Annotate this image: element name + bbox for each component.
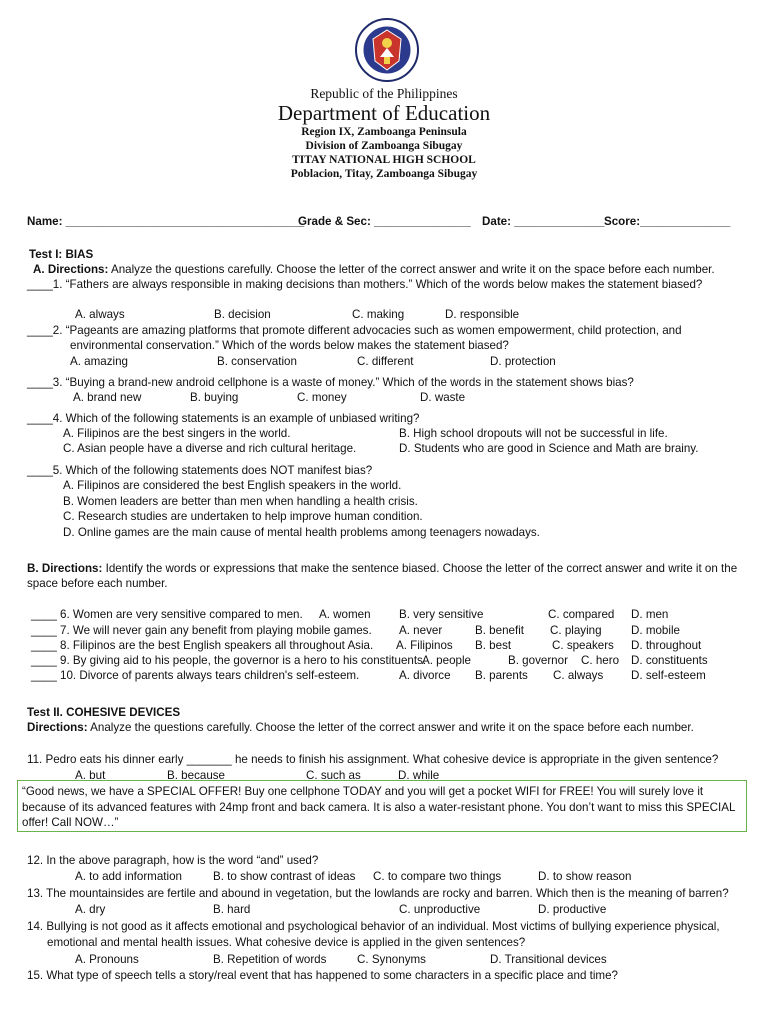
q12-option-b: B. to show contrast of ideas: [213, 870, 356, 883]
q7-option-d: D. mobile: [631, 624, 680, 637]
q4-option-d: D. Students who are good in Science and Math are brainy.: [399, 442, 699, 455]
q1-option-c: C. making: [352, 308, 405, 321]
test2-title: Test II. COHESIVE DEVICES: [27, 706, 181, 719]
question-14-line2: emotional and mental health issues. What cohesive device is applied in the given sentences?: [47, 936, 526, 949]
deped-seal-icon: [354, 17, 420, 83]
q10-option-b: B. parents: [475, 669, 528, 682]
q3-option-b: B. buying: [190, 391, 239, 404]
region-line: Region IX, Zamboanga Peninsula: [301, 126, 467, 138]
q12-option-d: D. to show reason: [538, 870, 632, 883]
q11-option-d: D. while: [398, 769, 440, 782]
school-name: TITAY NATIONAL HIGH SCHOOL: [292, 154, 476, 166]
q7-option-a: A. never: [399, 624, 443, 637]
q5-option-c: C. Research studies are undertaken to help improve human condition.: [63, 510, 423, 523]
question-7: ____ 7. We will never gain any benefit from playing mobile games.: [31, 624, 372, 637]
q9-option-d: D. constituents: [631, 654, 708, 667]
q8-option-b: B. best: [475, 639, 512, 652]
q13-option-b: B. hard: [213, 903, 251, 916]
q12-option-c: C. to compare two things: [373, 870, 502, 883]
q10-option-c: C. always: [553, 669, 604, 682]
q4-option-c: C. Asian people have a diverse and rich cultural heritage.: [63, 442, 357, 455]
q13-option-c: C. unproductive: [399, 903, 481, 916]
department-title: Department of Education: [277, 101, 491, 125]
q2-option-b: B. conservation: [217, 355, 297, 368]
question-12: 12. In the above paragraph, how is the word “and” used?: [27, 854, 319, 867]
question-1: ____1. “Fathers are always responsible in making decisions than mothers.” Which of the words below makes the statement biased?: [27, 278, 703, 291]
q7-option-b: B. benefit: [475, 624, 524, 637]
q2-option-c: C. different: [357, 355, 414, 368]
question-2-line2: environmental conservation.” Which of the words below makes the statement biased?: [70, 339, 509, 352]
test1-directions-a: A. Directions: Analyze the questions carefully. Choose the letter of the correct answer and write it on the space before each number.: [33, 263, 715, 276]
q11-option-a: A. but: [75, 769, 106, 782]
advertisement-text: “Good news, we have a SPECIAL OFFER! Buy one cellphone TODAY and you will get a pocket WIFI for FREE! You will surely love it because of its advanced features with 24mp front and back camera. It is also a water-resistant phone. You don’t want to miss this SPECIAL offer! Call NOW…”: [22, 785, 735, 829]
q7-option-c: C. playing: [550, 624, 602, 637]
test1-title: Test I: BIAS: [29, 248, 94, 261]
question-3: ____3. “Buying a brand-new android cellphone is a waste of money.” Which of the words in the statement shows bias?: [27, 376, 634, 389]
question-4: ____4. Which of the following statements is an example of unbiased writing?: [27, 412, 420, 425]
q1-option-d: D. responsible: [445, 308, 520, 321]
q6-option-a: A. women: [319, 608, 371, 621]
q14-option-c: C. Synonyms: [357, 953, 426, 966]
q10-option-a: A. divorce: [399, 669, 451, 682]
q5-option-a: A. Filipinos are considered the best English speakers in the world.: [63, 479, 402, 492]
republic-line: Republic of the Philippines: [310, 86, 458, 101]
q5-option-d: D. Online games are the main cause of mental health problems among teenagers nowadays.: [63, 526, 540, 539]
q2-option-d: D. protection: [490, 355, 556, 368]
q9-option-c: C. hero: [581, 654, 620, 667]
test1-directions-b: B. Directions: Identify the words or expressions that make the sentence biased. Choose the letter of the correct answer and write it on the: [27, 562, 738, 575]
q3-option-d: D. waste: [420, 391, 466, 404]
question-15: 15. What type of speech tells a story/real event that has happened to some characters in a specific place and time?: [27, 969, 618, 982]
q4-option-a: A. Filipinos are the best singers in the world.: [63, 427, 291, 440]
q6-option-c: C. compared: [548, 608, 615, 621]
question-14-line1: 14. Bullying is not good as it affects emotional and psychological behavior of an individual. Most victims of bullying experience physical,: [27, 920, 720, 933]
question-5: ____5. Which of the following statements does NOT manifest bias?: [27, 464, 373, 477]
question-13: 13. The mountainsides are fertile and abound in vegetation, but the lowlands are rocky and barren. Which then is the meaning of barren?: [27, 887, 729, 900]
question-6: ____ 6. Women are very sensitive compared to men.: [31, 608, 303, 621]
q11-option-b: B. because: [167, 769, 226, 782]
question-2-line1: ____2. “Pageants are amazing platforms that promote different advocacies such as women empowerment, child protection, and: [27, 324, 682, 337]
grade-section-field[interactable]: Grade & Sec: _______________: [298, 215, 471, 228]
q13-option-d: D. productive: [538, 903, 607, 916]
test1-directions-b-line2: space before each number.: [27, 577, 168, 590]
q3-option-a: A. brand new: [73, 391, 142, 404]
q2-option-a: A. amazing: [70, 355, 128, 368]
q4-option-b: B. High school dropouts will not be successful in life.: [399, 427, 668, 440]
q5-option-b: B. Women leaders are better than men when handling a health crisis.: [63, 495, 418, 508]
test2-directions: Directions: Analyze the questions carefully. Choose the letter of the correct answer and write it on the space before each number.: [27, 721, 694, 734]
q12-option-a: A. to add information: [75, 870, 182, 883]
question-8: ____ 8. Filipinos are the best English speakers all throughout Asia.: [31, 639, 374, 652]
q3-option-c: C. money: [297, 391, 347, 404]
q10-option-d: D. self-esteem: [631, 669, 706, 682]
q9-option-b: B. governor: [508, 654, 568, 667]
question-11: 11. Pedro eats his dinner early _______ he needs to finish his assignment. What cohesive device is appropriate in the given sentence?: [27, 753, 719, 766]
q8-option-d: D. throughout: [631, 639, 702, 652]
q14-option-b: B. Repetition of words: [213, 953, 327, 966]
q14-option-a: A. Pronouns: [75, 953, 139, 966]
school-address: Poblacion, Titay, Zamboanga Sibugay: [290, 168, 478, 180]
q8-option-c: C. speakers: [552, 639, 614, 652]
division-line: Division of Zamboanga Sibugay: [305, 140, 463, 152]
q11-option-c: C. such as: [306, 769, 361, 782]
date-field[interactable]: Date: ______________: [482, 215, 605, 228]
q9-option-a: A. people: [422, 654, 471, 667]
question-10: ____ 10. Divorce of parents always tears children's self-esteem.: [31, 669, 360, 682]
q8-option-a: A. Filipinos: [396, 639, 453, 652]
question-9: ____ 9. By giving aid to his people, the governor is a hero to his constituents.: [31, 654, 427, 667]
q1-option-b: B. decision: [214, 308, 271, 321]
q6-option-b: B. very sensitive: [399, 608, 484, 621]
score-field[interactable]: Score:______________: [604, 215, 731, 228]
q13-option-a: A. dry: [75, 903, 106, 916]
q6-option-d: D. men: [631, 608, 669, 621]
name-field[interactable]: Name: _____________________________________: [27, 215, 305, 228]
q14-option-d: D. Transitional devices: [490, 953, 607, 966]
q1-option-a: A. always: [75, 308, 125, 321]
